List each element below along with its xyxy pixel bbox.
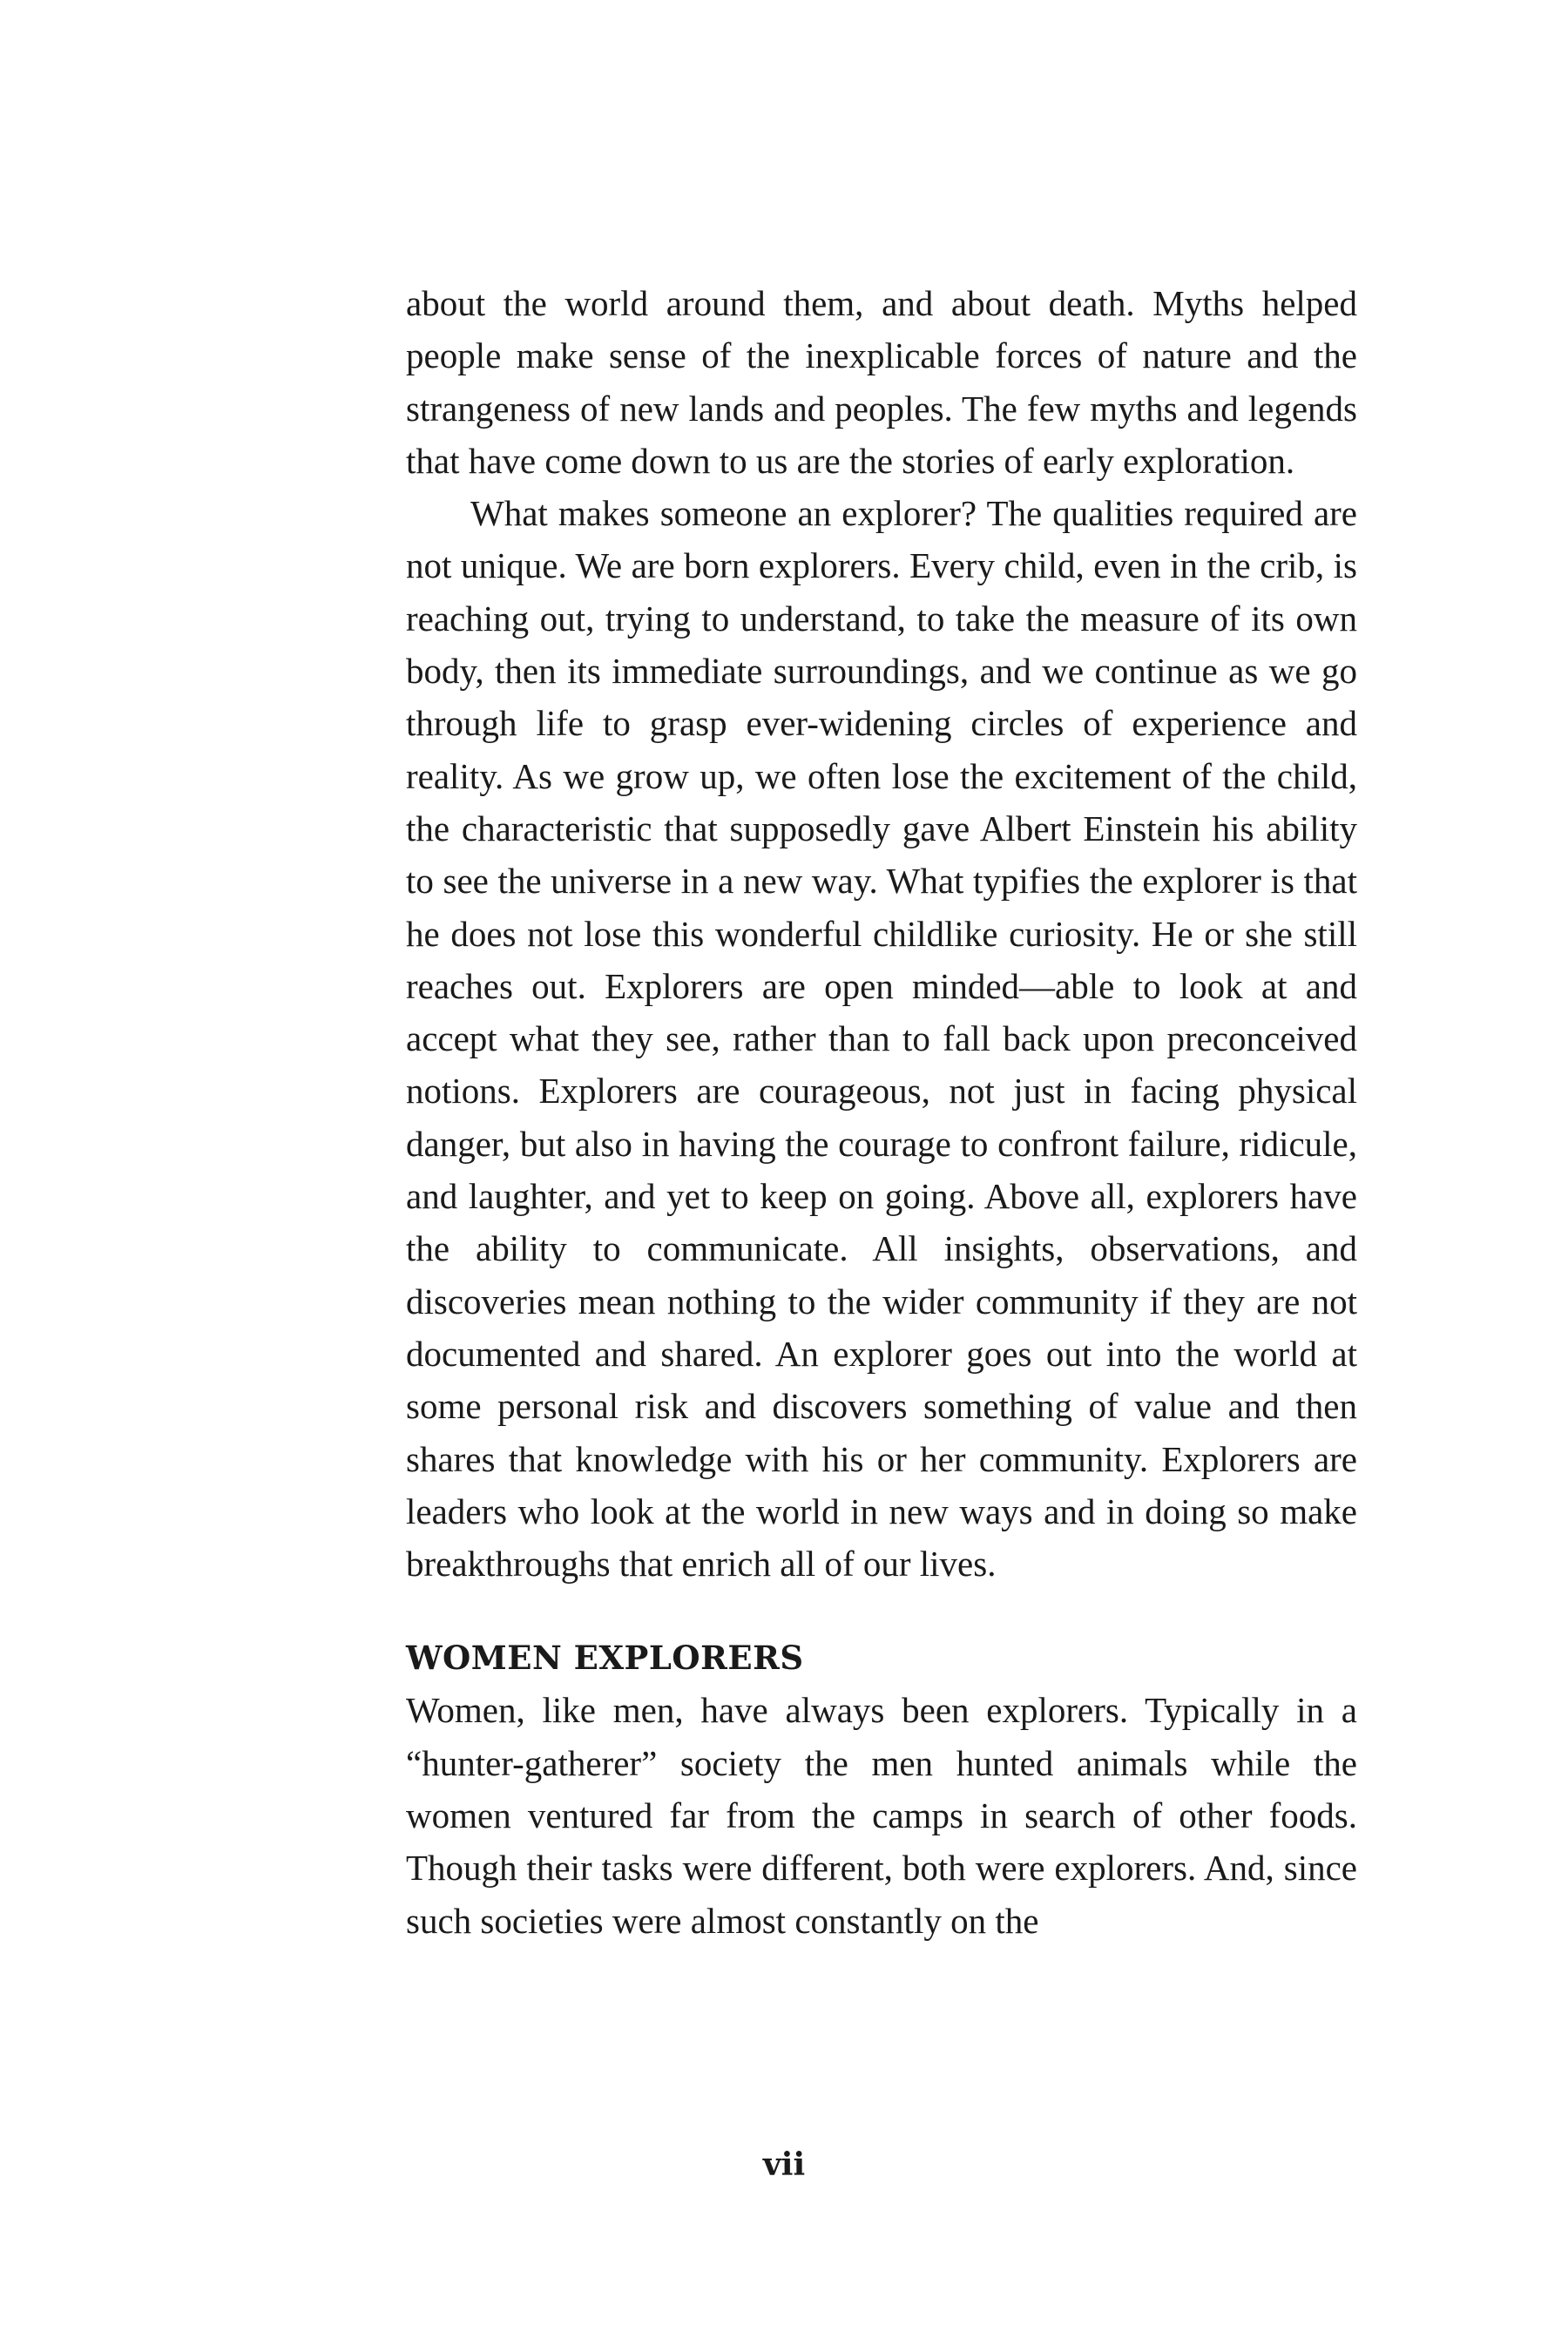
page-number: vii (762, 2146, 806, 2183)
section-heading-women-explorers: WOMEN EXPLORERS (406, 1639, 804, 1678)
paragraph-women-explorers: Women, like men, have always been explorers. Typically in a “hunter-gatherer” society the men hunted animals while the women ventured far from the camps in search of other foods. Though their tasks were different, both were explorers. And, since such societies were almost constantly on the (406, 1690, 1357, 1941)
paragraph-myths: about the world around them, and about death. Myths helped people make sense of the inexplicable forces of nature and the strangeness of new lands and peoples. The few myths and legends that have come down to us are the stories of early exploration. (406, 283, 1357, 481)
paragraph-what-makes-an-explorer: What makes someone an explorer? The qualities required are not unique. We are born explorers. Every child, even in the crib, is reaching out, trying to understand, to take the measure of its own body, then its immediate surroundings, and we continue as we go through life to grasp ever-widening circles of experience and reality. As we grow up, we often lose the excitement of the child, the characteristic that supposedly gave Albert Einstein his ability to see the universe in a new way. What typifies the explorer is that he does not lose this wonderful childlike curiosity. He or she still reaches out. Explorers are open minded—able to look at and accept what they see, rather than to fall back upon preconceived notions. Explorers are courageous, not just in facing physical danger, but also in having the courage to confront failure, ridicule, and laughter, and yet to keep on going. Above all, explorers have the ability to communicate. All insights, observations, and discoveries mean nothing to the wider community if they are not documented and shared. An explorer goes out into the world at some personal risk and discovers something of value and then shares that knowledge with his or her community. Explorers are leaders who look at the world in new ways and in doing so make breakthroughs that enrich all of our lives. (406, 493, 1357, 1585)
body-text (406, 277, 1357, 1947)
